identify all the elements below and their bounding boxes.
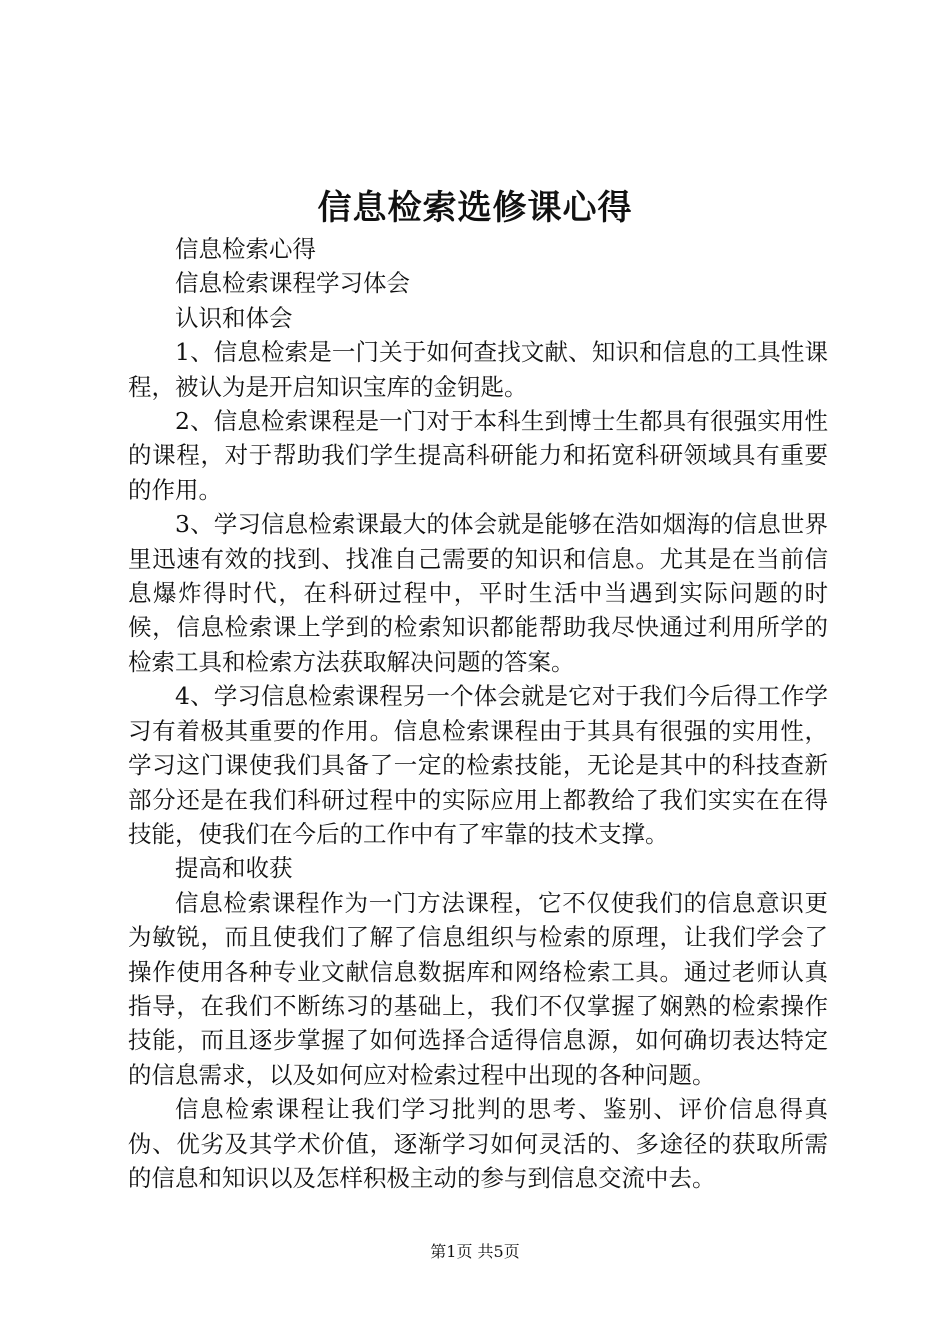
paragraph: 2、信息检索课程是一门对于本科生到博士生都具有很强实用性的课程，对于帮助我们学生提高科研能力和拓宽科研领域具有重要的作用。 [128,407,828,504]
paragraph: 3、学习信息检索课最大的体会就是能够在浩如烟海的信息世界里迅速有效的找到、找准自己需要的知识和信息。尤其是在当前信息爆炸得时代，在科研过程中，平时生活中当遇到实际问题的时候，信息检索课上学到的检索知识都能帮助我尽快通过利用所学的检索工具和检索方法获取解决问题的答案。 [128,510,828,676]
paragraph: 4、学习信息检索课程另一个体会就是它对于我们今后得工作学习有着极其重要的作用。信息检索课程由于其具有很强的实用性，学习这门课使我们具备了一定的检索技能，无论是其中的科技查新部分还是在我们科研过程中的实际应用上都教给了我们实实在在得技能，使我们在今后的工作中有了牢靠的技术支撑。 [128,682,828,848]
paragraph: 信息检索课程让我们学习批判的思考、鉴别、评价信息得真伪、优劣及其学术价值，逐渐学习如何灵活的、多途径的获取所需的信息和知识以及怎样积极主动的参与到信息交流中去。 [128,1095,828,1192]
paragraph: 提高和收获 [175,854,293,883]
document-title: 信息检索选修课心得 [317,188,633,228]
paragraph: 信息检索心得 [175,235,316,263]
document-body [128,232,828,1195]
paragraph: 信息检索课程学习体会 [175,269,410,298]
paragraph: 1、信息检索是一门关于如何查找文献、知识和信息的工具性课程，被认为是开启知识宝库的金钥匙。 [128,338,828,401]
paragraph: 信息检索课程作为一门方法课程，它不仅使我们的信息意识更为敏锐，而且使我们了解了信息组织与检索的原理，让我们学会了操作使用各种专业文献信息数据库和网络检索工具。通过老师认真指导，在我们不断练习的基础上，我们不仅掌握了娴熟的检索操作技能，而且逐步掌握了如何选择合适得信息源，如何确切表达特定的信息需求，以及如何应对检索过程中出现的各种问题。 [128,888,828,1089]
paragraph: 认识和体会 [175,303,293,332]
page-footer: 第1页 共5页 [430,1242,520,1261]
